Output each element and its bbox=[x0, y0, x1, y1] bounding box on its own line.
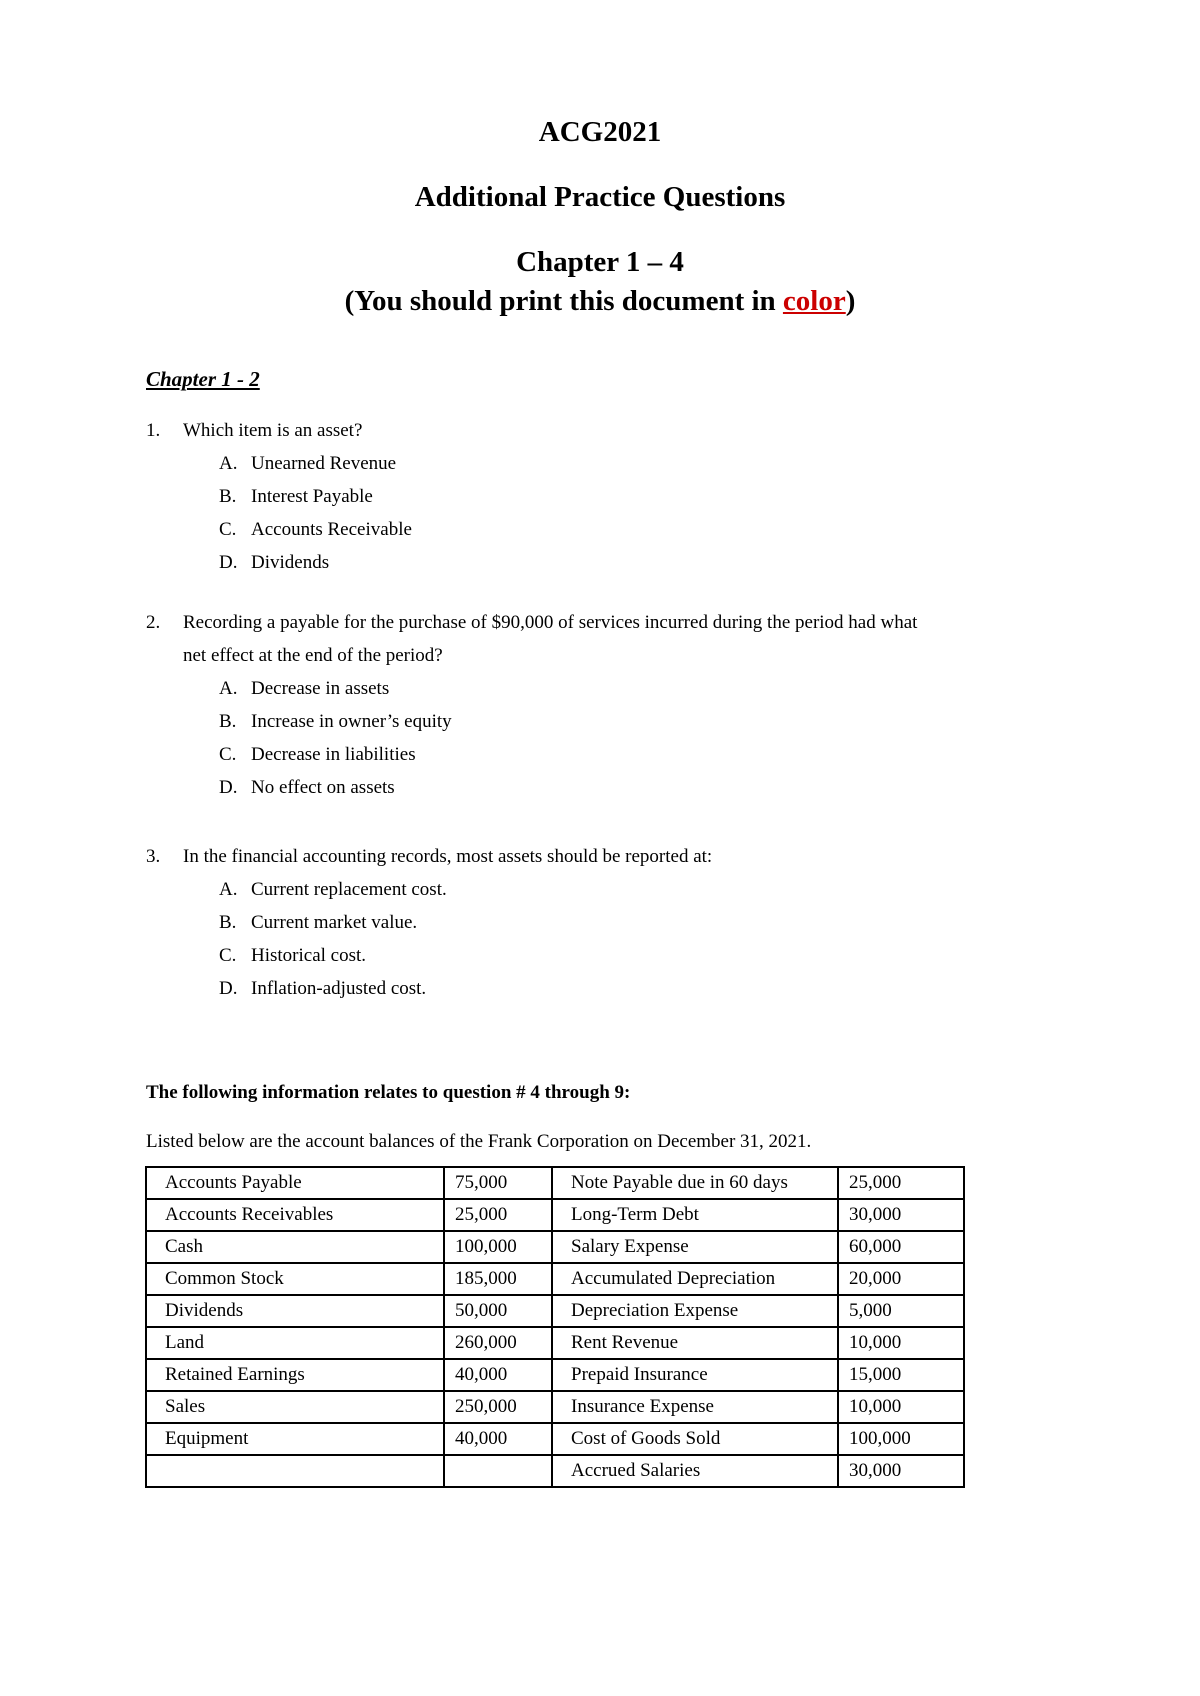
amount-cell: 50,000 bbox=[444, 1295, 552, 1327]
account-name-cell: Insurance Expense bbox=[552, 1391, 838, 1423]
option-letter: A. bbox=[219, 678, 238, 699]
option-letter: C. bbox=[219, 744, 237, 765]
amount-cell: 20,000 bbox=[838, 1263, 964, 1295]
option-a bbox=[219, 452, 396, 476]
account-name-cell: Accounts Receivables bbox=[146, 1199, 444, 1231]
print-note-prefix: (You should print this document in bbox=[344, 285, 783, 317]
account-name-cell: Long-Term Debt bbox=[552, 1199, 838, 1231]
option-text: No effect on assets bbox=[251, 777, 395, 798]
option-c bbox=[219, 944, 366, 968]
option-text: Accounts Receivable bbox=[251, 519, 412, 540]
table-row bbox=[146, 1263, 964, 1295]
option-text: Dividends bbox=[251, 552, 330, 573]
table-row bbox=[146, 1359, 964, 1391]
table-row bbox=[146, 1391, 964, 1423]
amount-cell: 25,000 bbox=[838, 1167, 964, 1199]
table-row bbox=[146, 1295, 964, 1327]
account-name-cell: Accrued Salaries bbox=[552, 1455, 838, 1487]
question-text-line-2: net effect at the end of the period? bbox=[183, 645, 443, 666]
option-b bbox=[219, 710, 452, 734]
option-text: Decrease in assets bbox=[251, 678, 390, 699]
amount-cell: 250,000 bbox=[444, 1391, 552, 1423]
print-note bbox=[0, 284, 1200, 318]
table-row bbox=[146, 1423, 964, 1455]
option-letter: C. bbox=[219, 945, 237, 966]
option-d bbox=[219, 551, 329, 575]
option-c bbox=[219, 743, 416, 767]
amount-cell: 40,000 bbox=[444, 1359, 552, 1391]
amount-cell: 60,000 bbox=[838, 1231, 964, 1263]
account-name-cell: Land bbox=[146, 1327, 444, 1359]
option-text: Historical cost. bbox=[251, 945, 367, 966]
amount-cell: 30,000 bbox=[838, 1199, 964, 1231]
table-row bbox=[146, 1327, 964, 1359]
option-letter: A. bbox=[219, 879, 238, 900]
option-text: Inflation-adjusted cost. bbox=[251, 978, 427, 999]
question-text: Which item is an asset? bbox=[183, 420, 363, 441]
amount-cell: 185,000 bbox=[444, 1263, 552, 1295]
option-letter: D. bbox=[219, 777, 238, 798]
amount-cell: 100,000 bbox=[444, 1231, 552, 1263]
amount-cell: 30,000 bbox=[838, 1455, 964, 1487]
option-text: Decrease in liabilities bbox=[251, 744, 416, 765]
option-c bbox=[219, 518, 412, 542]
account-balances-body bbox=[146, 1167, 964, 1487]
question-number: 3. bbox=[146, 846, 161, 867]
amount-cell: 40,000 bbox=[444, 1423, 552, 1455]
amount-cell: 75,000 bbox=[444, 1167, 552, 1199]
account-balances-table bbox=[145, 1166, 965, 1488]
option-text: Increase in owner’s equity bbox=[251, 711, 452, 732]
account-name-cell: Prepaid Insurance bbox=[552, 1359, 838, 1391]
option-letter: C. bbox=[219, 519, 237, 540]
account-name-cell bbox=[146, 1455, 444, 1487]
print-note-suffix: ) bbox=[845, 285, 856, 317]
amount-cell: 10,000 bbox=[838, 1327, 964, 1359]
table-row bbox=[146, 1231, 964, 1263]
option-letter: A. bbox=[219, 453, 238, 474]
amount-cell: 100,000 bbox=[838, 1423, 964, 1455]
table-row bbox=[146, 1455, 964, 1487]
course-code: ACG2021 bbox=[538, 116, 662, 148]
amount-cell: 5,000 bbox=[838, 1295, 964, 1327]
account-name-cell: Common Stock bbox=[146, 1263, 444, 1295]
chapters-title: Chapter 1 – 4 bbox=[516, 246, 684, 278]
option-a bbox=[219, 878, 447, 902]
option-text: Current market value. bbox=[251, 912, 418, 933]
account-name-cell: Salary Expense bbox=[552, 1231, 838, 1263]
account-name-cell: Accounts Payable bbox=[146, 1167, 444, 1199]
print-note-color-word: color bbox=[782, 285, 846, 317]
table-intro: Listed below are the account balances of the Frank Corporation on December 31, 2021. bbox=[146, 1131, 812, 1152]
account-name-cell: Equipment bbox=[146, 1423, 444, 1455]
account-name-cell: Note Payable due in 60 days bbox=[552, 1167, 838, 1199]
amount-cell bbox=[444, 1455, 552, 1487]
option-a bbox=[219, 677, 389, 701]
question-number: 2. bbox=[146, 612, 161, 633]
option-letter: D. bbox=[219, 552, 238, 573]
table-row bbox=[146, 1199, 964, 1231]
amount-cell: 15,000 bbox=[838, 1359, 964, 1391]
question-text-line-1: Recording a payable for the purchase of $90,000 of services incurred during the period had what bbox=[183, 612, 918, 633]
question-text: In the financial accounting records, most assets should be reported at: bbox=[183, 846, 713, 867]
section-heading: Chapter 1 - 2 bbox=[146, 367, 260, 391]
account-name-cell: Cash bbox=[146, 1231, 444, 1263]
amount-cell: 260,000 bbox=[444, 1327, 552, 1359]
option-text: Current replacement cost. bbox=[251, 879, 447, 900]
option-d bbox=[219, 776, 395, 800]
option-letter: B. bbox=[219, 486, 237, 507]
account-name-cell: Dividends bbox=[146, 1295, 444, 1327]
option-d bbox=[219, 977, 426, 1001]
amount-cell: 10,000 bbox=[838, 1391, 964, 1423]
option-letter: D. bbox=[219, 978, 238, 999]
option-text: Interest Payable bbox=[251, 486, 373, 507]
document-title: Additional Practice Questions bbox=[414, 181, 786, 213]
account-name-cell: Retained Earnings bbox=[146, 1359, 444, 1391]
option-letter: B. bbox=[219, 711, 237, 732]
option-letter: B. bbox=[219, 912, 237, 933]
option-text: Unearned Revenue bbox=[251, 453, 397, 474]
question-number: 1. bbox=[146, 420, 161, 441]
account-name-cell: Depreciation Expense bbox=[552, 1295, 838, 1327]
info-heading: The following information relates to question # 4 through 9: bbox=[146, 1082, 631, 1103]
option-b bbox=[219, 911, 417, 935]
option-b bbox=[219, 485, 373, 509]
account-name-cell: Rent Revenue bbox=[552, 1327, 838, 1359]
amount-cell: 25,000 bbox=[444, 1199, 552, 1231]
table-row bbox=[146, 1167, 964, 1199]
account-name-cell: Accumulated Depreciation bbox=[552, 1263, 838, 1295]
account-name-cell: Sales bbox=[146, 1391, 444, 1423]
account-name-cell: Cost of Goods Sold bbox=[552, 1423, 838, 1455]
